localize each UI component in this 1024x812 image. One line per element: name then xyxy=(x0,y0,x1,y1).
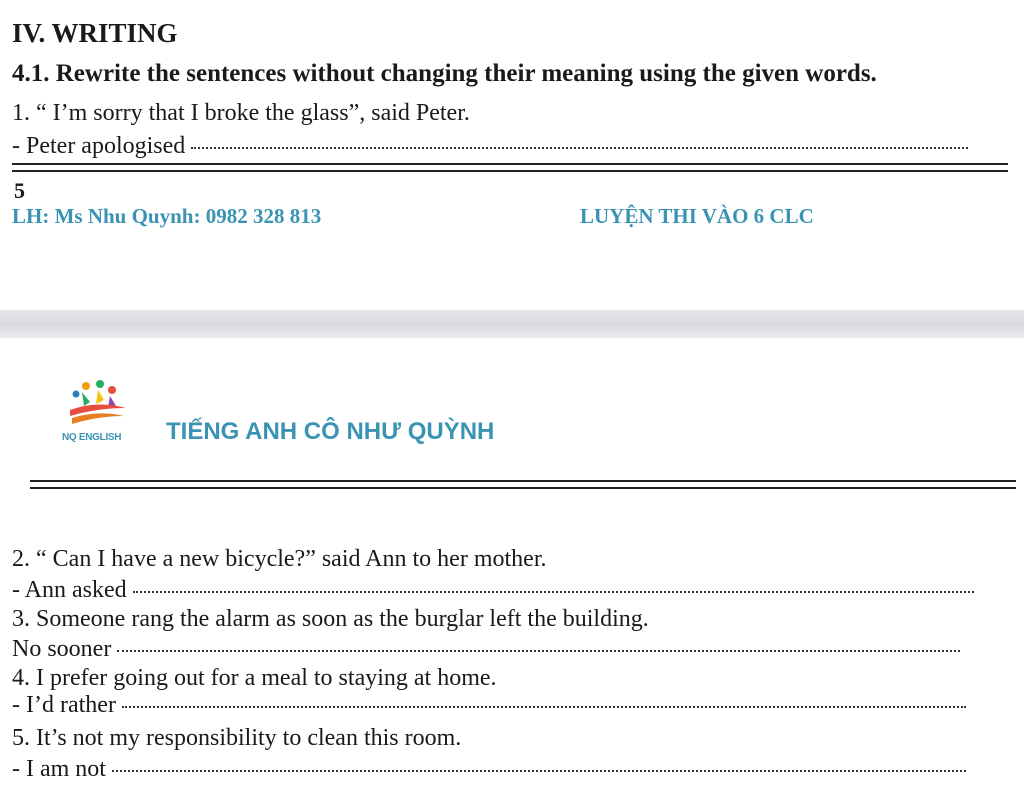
question-4-prompt: 4. I prefer going out for a meal to staying at home. xyxy=(12,665,497,691)
answer-line-4 xyxy=(12,692,966,719)
question-2-prompt: 2. “ Can I have a new bicycle?” said Ann to her mother. xyxy=(12,546,547,572)
answer-4-blank[interactable] xyxy=(122,706,966,708)
logo-figures-icon xyxy=(64,378,130,430)
answer-line-1 xyxy=(12,133,968,160)
question-1-prompt: 1. “ I’m sorry that I broke the glass”, said Peter. xyxy=(12,100,470,126)
answer-1-start: - Peter apologised xyxy=(12,133,186,159)
section-title: IV. WRITING xyxy=(12,18,178,48)
question-3-prompt: 3. Someone rang the alarm as soon as the burglar left the building. xyxy=(12,606,649,632)
answer-3-start: No sooner xyxy=(12,636,112,662)
exercise-heading: 4.1. Rewrite the sentences without changing their meaning using the given words. xyxy=(12,60,877,87)
divider-top-2 xyxy=(12,170,1008,172)
divider-top xyxy=(12,163,1008,165)
footer-course: LUYỆN THI VÀO 6 CLC xyxy=(580,204,814,228)
answer-1-blank[interactable] xyxy=(191,147,968,149)
footer-contact: LH: Ms Nhu Quynh: 0982 328 813 xyxy=(12,204,322,228)
answer-5-start: - I am not xyxy=(12,756,106,782)
question-5-prompt: 5. It’s not my responsibility to clean this room. xyxy=(12,725,462,751)
page-number: 5 xyxy=(14,178,25,203)
logo-text: NQ ENGLISH xyxy=(62,432,122,443)
answer-2-blank[interactable] xyxy=(133,591,974,593)
answer-5-blank[interactable] xyxy=(112,770,966,772)
header-divider xyxy=(30,480,1016,482)
answer-2-start: - Ann asked xyxy=(12,577,127,603)
answer-4-start: - I’d rather xyxy=(12,692,116,718)
answer-3-blank[interactable] xyxy=(117,650,960,652)
brand-title: TIẾNG ANH CÔ NHƯ QUỲNH xyxy=(166,418,495,445)
answer-line-2 xyxy=(12,577,974,604)
page-separator xyxy=(0,310,1024,338)
answer-line-3 xyxy=(12,636,960,663)
nq-english-logo xyxy=(64,378,130,430)
answer-line-5 xyxy=(12,756,966,783)
header-divider-2 xyxy=(30,487,1016,489)
